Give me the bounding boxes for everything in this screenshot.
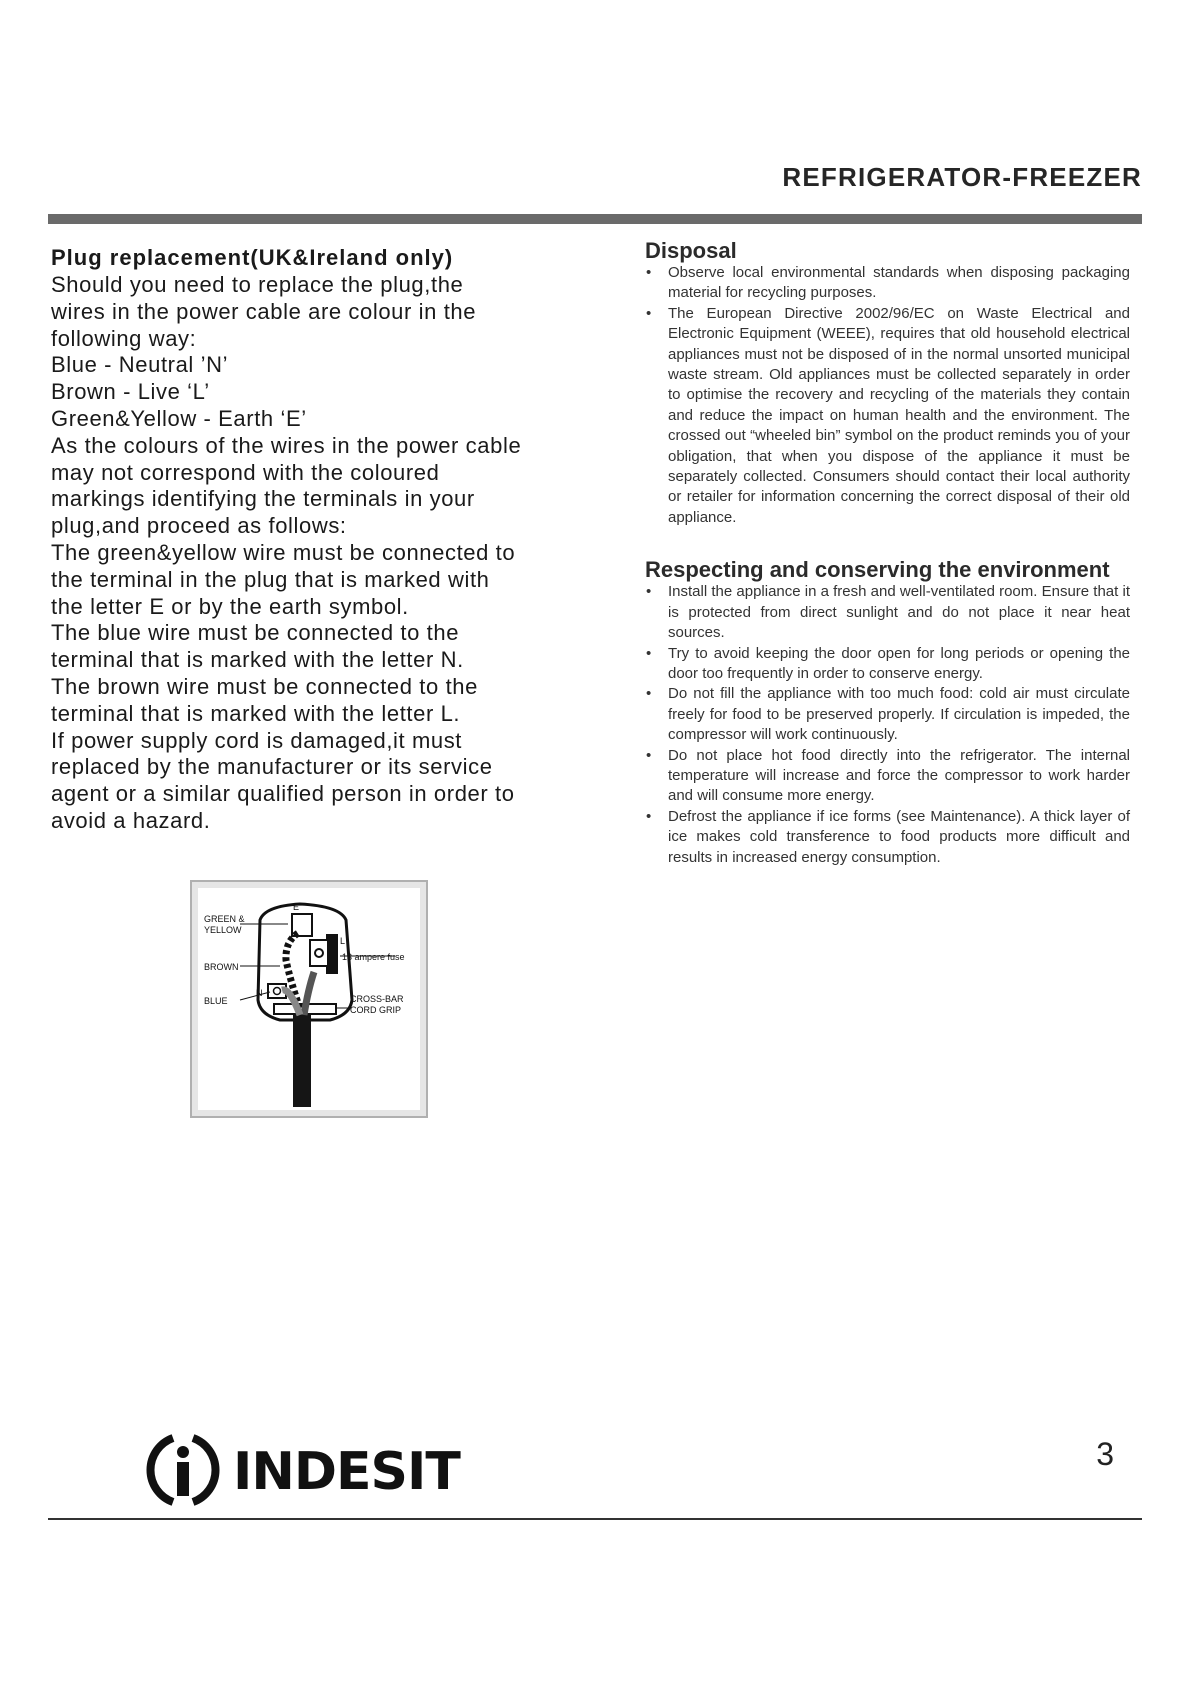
list-item: • Do not fill the appliance with too much food: cold air must circulate freely for food to be preserved properly. If circulation is impeded, the compressor will work continuously. (646, 685, 1130, 744)
label-cordgrip: CORD GRIP (350, 1005, 402, 1015)
list-item: • Try to avoid keeping the door open for long periods or opening the door too frequently in order to conserve energy. (646, 644, 1130, 682)
brand-name: INDESIT (233, 1442, 460, 1502)
terminal-l-letter: L (340, 936, 346, 946)
terminal-e-letter: E (293, 902, 300, 912)
label-blue: BLUE (204, 996, 228, 1006)
disposal-heading: Disposal (645, 238, 737, 263)
page-header-title: REFRIGERATOR-FREEZER (782, 162, 1142, 192)
bullet-icon: • (646, 746, 652, 764)
bullet-icon: • (646, 685, 652, 703)
environment-list (645, 582, 1130, 868)
right-column (645, 240, 1130, 868)
plug-replacement-text: Should you need to replace the plug,the wires in the power cable are colour in the following way: Blue - Neutral ’N’ Brown - Live ‘L’ Green&Yellow - Earth ‘E’ As the colours of the wires in the power cable may not correspond with the coloured markings identifying the terminals in your plug,and proceed as follows: The green&yellow wire must be connected to the terminal in the plug that is marked with the letter E or by the earth symbol. The blue wire must be connected to the terminal that is marked with the letter N. The brown wire must be connected to the terminal that is marked with the letter L. If power supply cord is damaged,it must replaced by the manufacturer or its service agent or a similar qualified person in order to avoid a hazard. (51, 272, 522, 833)
plug-replacement-section (51, 244, 591, 835)
bullet-icon: • (646, 644, 652, 662)
disposal-list (645, 263, 1130, 528)
plug-wiring-diagram (190, 880, 428, 1118)
list-item: • Do not place hot food directly into the refrigerator. The internal temperature will increase and force the compressor to work harder and will consume more energy. (646, 746, 1130, 805)
bullet-icon: • (646, 304, 652, 322)
label-yellow: YELLOW (204, 925, 242, 935)
bullet-icon: • (646, 264, 652, 281)
list-item: • Defrost the appliance if ice forms (see Maintenance). A thick layer of ice makes cold transference to food products more difficult and results in increased energy consumption. (646, 807, 1130, 866)
page-number: 3 (1096, 1436, 1114, 1472)
label-fuse: 13 ampere fuse (342, 952, 405, 962)
indesit-logo (143, 1430, 460, 1510)
label-brown: BROWN (204, 962, 239, 972)
list-item: • Install the appliance in a fresh and well-ventilated room. Ensure that it is protected from direct sunlight and do not place it near heat sources. (646, 583, 1130, 642)
terminal-n-letter: N (256, 988, 263, 998)
power-cable (293, 1015, 311, 1107)
bullet-icon: • (646, 583, 652, 601)
label-green: GREEN & (204, 914, 245, 924)
bullet-icon: • (646, 807, 652, 825)
environment-heading: Respecting and conserving the environment (645, 557, 1110, 583)
indesit-logo-icon (143, 1430, 223, 1510)
footer-divider-line (48, 1518, 1142, 1520)
label-crossbar: CROSS-BAR (350, 994, 404, 1004)
header-divider-bar (48, 214, 1142, 224)
list-item: • Observe local environmental standards when disposing packaging material for recycling purposes. (646, 264, 1130, 302)
plug-replacement-heading: Plug replacement(UK&Ireland only) (51, 245, 454, 270)
list-item: • The European Directive 2002/96/EC on Waste Electrical and Electronic Equipment (WEEE), requires that old household electrical appliances must not be disposed of in the normal unsorted municipal waste stream. Old appliances must be collected separately in order to optimise the recovery and recycling of the materials they contain and reduce the impact on human health and the environment. The crossed out “wheeled bin” symbol on the product reminds you of your obligation, that when you dispose of the appliance it must be separately collected. Consumers should contact their local authority or retailer for information concerning the correct disposal of their old appliance. (646, 304, 1130, 526)
